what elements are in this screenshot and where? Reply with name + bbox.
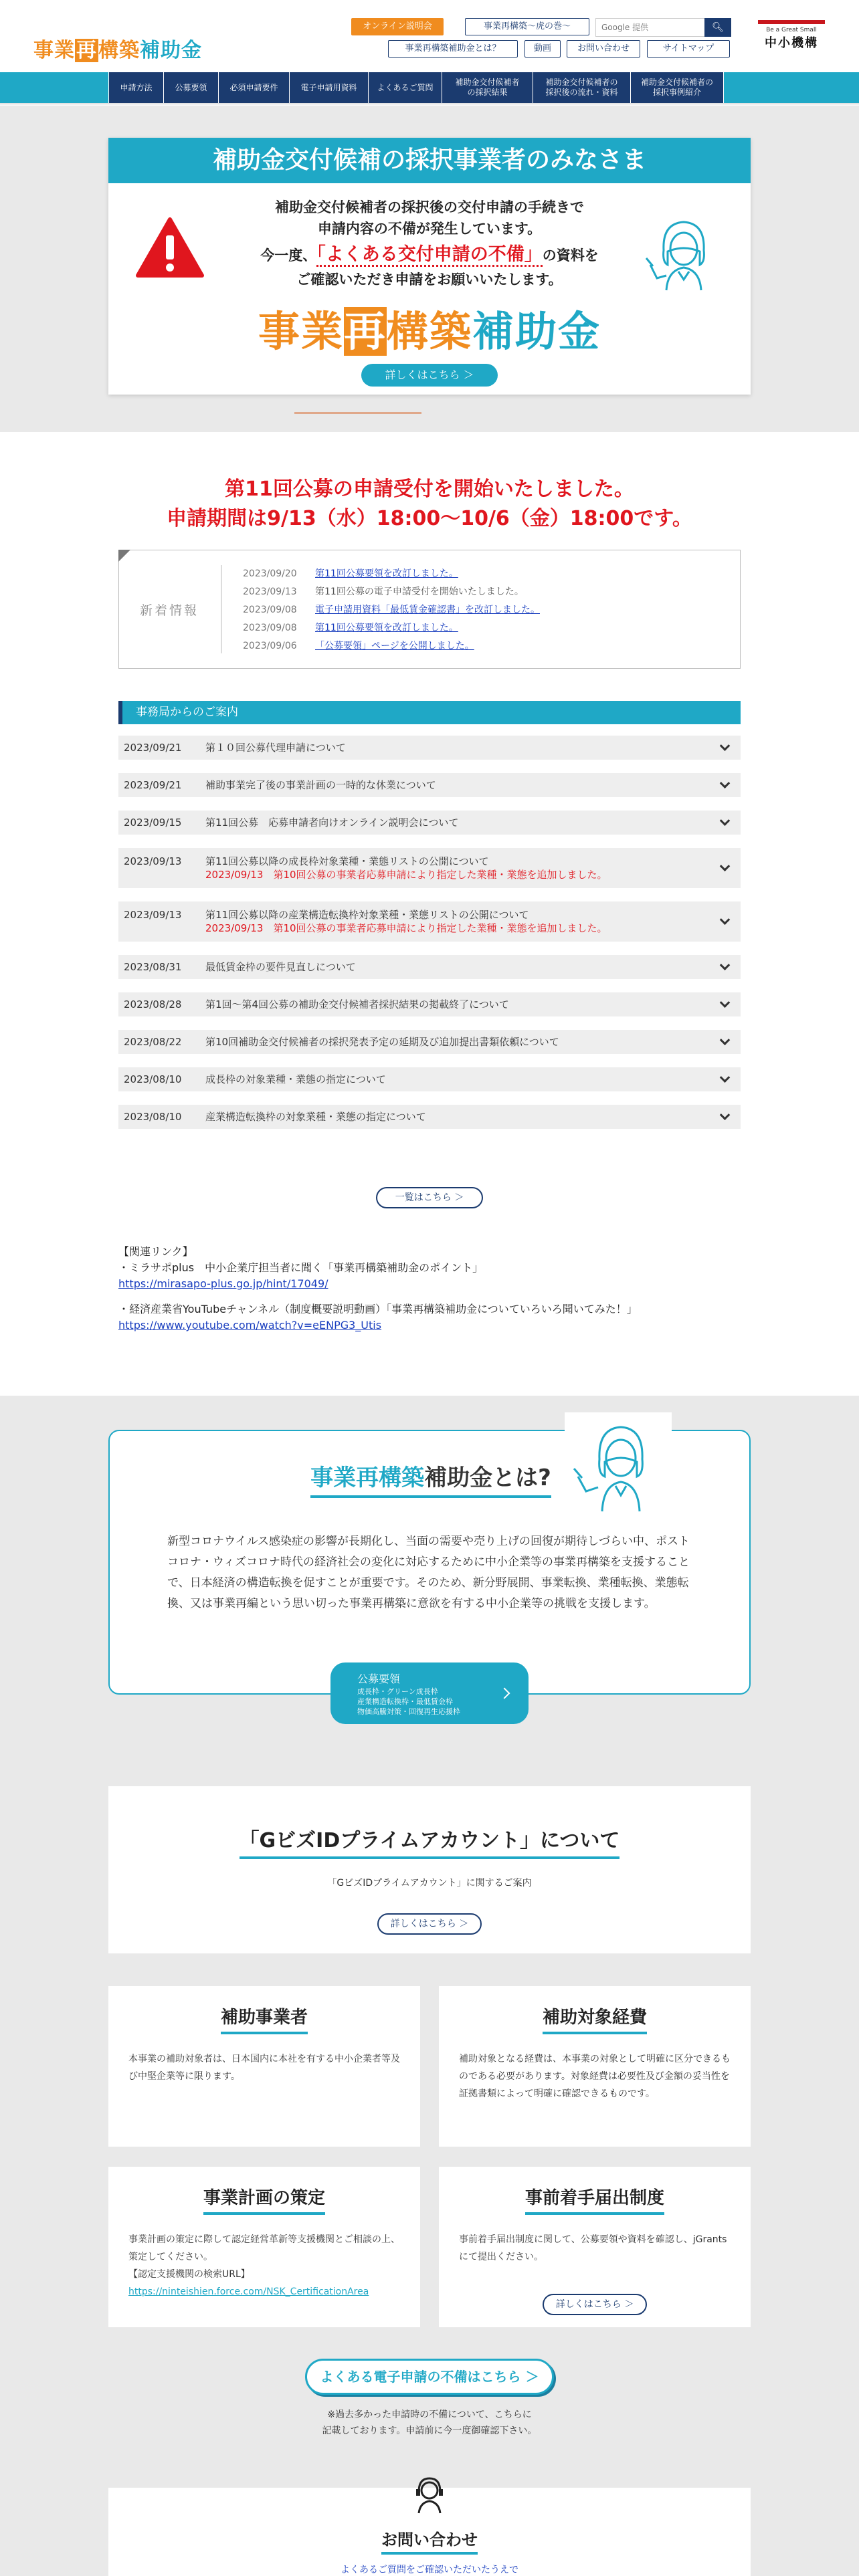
contact-subtitle[interactable]: よくあるご質問をご確認いただいたうえで bbox=[341, 2565, 518, 2575]
logo-text: 事業 bbox=[258, 307, 344, 356]
nav-item-after-selection[interactable]: 補助金交付候補者の 採択後の流れ・資料 bbox=[533, 72, 630, 103]
chevron-down-icon bbox=[720, 1109, 731, 1120]
nav-item-faq[interactable]: よくあるご質問 bbox=[368, 72, 442, 103]
card-title bbox=[439, 2004, 751, 2028]
accordion-item[interactable] bbox=[118, 736, 741, 760]
card-subsidy-recipients bbox=[108, 1986, 420, 2147]
card-business-plan bbox=[108, 2167, 420, 2327]
notice-date: 2023/09/13 bbox=[124, 909, 182, 921]
title-text: お問い合わせ bbox=[381, 2531, 478, 2555]
notice-date: 2023/08/28 bbox=[124, 998, 182, 1010]
notice-title: 産業構造転換枠の対象業種・業態の指定について bbox=[205, 1111, 426, 1123]
org-tagline: Be a Great Small bbox=[766, 27, 817, 33]
gbiz-details-button[interactable]: 詳しくはこちら ＞ bbox=[377, 1913, 482, 1935]
notice-title: 第11回公募以降の成長枠対象業種・業態リストの公開について bbox=[205, 855, 489, 867]
smrj-logo[interactable] bbox=[758, 20, 825, 60]
notice-date: 2023/09/15 bbox=[124, 817, 182, 829]
nav-item-documents[interactable]: 電子申請用資料 bbox=[289, 72, 368, 103]
contact-panel bbox=[108, 2488, 751, 2576]
card-text bbox=[128, 2231, 400, 2300]
gbiz-panel bbox=[108, 1786, 751, 1953]
spacer bbox=[118, 1292, 741, 1301]
logo-text: 補助金 bbox=[140, 39, 202, 62]
title-text: 補助事業者 bbox=[221, 2008, 308, 2034]
news-date: 2023/09/08 bbox=[243, 605, 297, 615]
button-title: 公募要領 bbox=[357, 1673, 401, 1685]
news-item bbox=[243, 637, 725, 655]
accordion-item[interactable] bbox=[118, 848, 741, 888]
card-text: 本事業の補助対象者は、日本国内に本社を有する中小企業者等及び中堅企業等に限ります。 bbox=[128, 2054, 400, 2082]
notice-title: 最低賃金枠の要件見直しについて bbox=[205, 961, 356, 973]
card-title bbox=[108, 2184, 420, 2209]
accordion-item[interactable] bbox=[118, 1030, 741, 1054]
video-link[interactable]: 動画 bbox=[524, 40, 561, 58]
news-item bbox=[243, 601, 725, 619]
notice-title: 第10回補助金交付候補者の採択発表予定の延期及び追加提出書類依頼について bbox=[205, 1036, 559, 1048]
related-links bbox=[118, 1244, 741, 1333]
notice-date: 2023/08/31 bbox=[124, 961, 182, 973]
card-text: 事前着手届出制度に関して、公募要領や資料を確認し、jGrantsにて提出ください。 bbox=[459, 2234, 727, 2262]
chevron-down-icon bbox=[720, 1035, 731, 1045]
card-title bbox=[108, 2004, 420, 2028]
button-sub-line: 成長枠・グリーン成長枠 bbox=[357, 1687, 438, 1696]
news-link[interactable]: 電子申請用資料「最低賃金確認書」を改訂しました。 bbox=[315, 605, 540, 615]
notice-update: 2023/09/13 第10回公募の事業者応募申請により指定した業種・業態を追加しました。 bbox=[205, 869, 607, 881]
office-heading: 事務局からのご案内 bbox=[118, 701, 741, 724]
view-list-button[interactable]: 一覧はこちら ＞ bbox=[376, 1187, 483, 1208]
title-part: 事業再構築 bbox=[310, 1465, 425, 1491]
logo-text: 補助金 bbox=[472, 307, 601, 356]
title-part: 補助金とは? bbox=[424, 1465, 551, 1491]
gbiz-description: 「GビズIDプライムアカウント」に関するご案内 bbox=[327, 1878, 532, 1889]
logo-text: 再 bbox=[343, 307, 387, 356]
card-eligible-expenses bbox=[439, 1986, 751, 2147]
logo-text: 構築 bbox=[98, 39, 140, 62]
logo-bar bbox=[758, 20, 825, 24]
notice-date: 2023/09/21 bbox=[124, 779, 182, 791]
banner-details-button[interactable]: 詳しくはこちら ＞ bbox=[361, 364, 498, 387]
notice-date: 2023/08/22 bbox=[124, 1036, 182, 1048]
news-box bbox=[118, 550, 741, 669]
hero-banner[interactable] bbox=[108, 138, 751, 395]
notice-date: 2023/09/21 bbox=[124, 742, 182, 754]
news-link[interactable]: 第11回公募要領を改訂しました。 bbox=[315, 623, 458, 633]
site-logo[interactable] bbox=[33, 33, 202, 63]
related-text: ・ミラサポplus 中小企業庁担当者に聞く「事業再構築補助金のポイント」 bbox=[118, 1261, 484, 1274]
news-item bbox=[243, 619, 725, 637]
card-text: 補助対象となる経費は、本事業の対象として明確に区分できるものである必要があります。対象経費は必要性及び金額の妥当性を証拠書類によって明確に確認できるものです。 bbox=[459, 2054, 731, 2099]
accordion-item[interactable] bbox=[118, 811, 741, 835]
faq-note: ※過去多かった申請時の不備について、こちらに bbox=[327, 2409, 532, 2420]
notice-title: 第１０回公募代理申請について bbox=[205, 742, 346, 754]
contact-title bbox=[108, 2527, 751, 2550]
banner-text bbox=[209, 239, 650, 265]
banner-section bbox=[0, 106, 859, 432]
related-url[interactable]: https://mirasapo-plus.go.jp/hint/17049/ bbox=[118, 1277, 328, 1290]
news-date: 2023/09/06 bbox=[243, 641, 297, 651]
notice-title: 成長枠の対象業種・業態の指定について bbox=[205, 1073, 386, 1085]
announcement-line: 第11回公募の申請受付を開始いたしました。 bbox=[225, 477, 634, 501]
card-advance-start bbox=[439, 2167, 751, 2327]
news-date: 2023/09/13 bbox=[243, 586, 297, 597]
accordion-item[interactable] bbox=[118, 1067, 741, 1091]
about-panel bbox=[108, 1430, 751, 1695]
banner-text-part: の資料を bbox=[542, 247, 599, 263]
warning-icon bbox=[135, 217, 205, 278]
news-link[interactable]: 「公募要領」ページを公開しました。 bbox=[315, 641, 474, 651]
accordion-item[interactable] bbox=[118, 955, 741, 979]
notice-title: 補助事業完了後の事業計画の一時的な休業について bbox=[205, 779, 436, 791]
sitemap-link[interactable]: サイトマップ bbox=[647, 40, 730, 58]
button-sub-line: 物価高騰対策・回復再生応援枠 bbox=[357, 1707, 460, 1716]
chevron-down-icon bbox=[720, 740, 731, 751]
title-text: 補助対象経費 bbox=[543, 2008, 647, 2034]
banner-text: 申請内容の不備が発生しています。 bbox=[317, 221, 542, 237]
tora-no-maki-link[interactable]: 事業再構築〜虎の巻〜 bbox=[465, 18, 589, 35]
news-list bbox=[243, 565, 725, 655]
related-heading: 【関連リンク】 bbox=[118, 1245, 193, 1258]
banner-text-part: 今一度、 bbox=[260, 247, 317, 263]
notice-title: 第11回公募 応募申請者向けオンライン説明会について bbox=[205, 817, 459, 829]
headset-icon bbox=[409, 2474, 450, 2514]
nav-item-requirements[interactable]: 必須申請要件 bbox=[218, 72, 289, 103]
accordion-item[interactable] bbox=[118, 1105, 741, 1129]
chevron-down-icon bbox=[720, 815, 731, 826]
notice-date: 2023/08/10 bbox=[124, 1111, 182, 1123]
news-item bbox=[243, 565, 725, 583]
card-text-line: 事業計画の策定に際して認定経営革新等支援機関とご相談の上、策定してください。 bbox=[128, 2234, 400, 2262]
accordion-item[interactable] bbox=[118, 992, 741, 1016]
nav-item-guidelines[interactable]: 公募要領 bbox=[163, 72, 218, 103]
contact-link[interactable]: お問い合わせ bbox=[567, 40, 640, 58]
search-button[interactable] bbox=[704, 18, 731, 37]
card-title bbox=[439, 2184, 751, 2209]
chevron-down-icon bbox=[720, 1072, 731, 1083]
accordion-item[interactable] bbox=[118, 901, 741, 942]
nav-item-results[interactable]: 補助金交付候補者 の採択結果 bbox=[442, 72, 533, 103]
online-briefing-button[interactable]: オンライン説明会 bbox=[351, 18, 444, 35]
notice-title: 第1回〜第4回公募の補助金交付候補者採択結果の掲載終了について bbox=[205, 998, 509, 1010]
carousel-indicator[interactable] bbox=[294, 412, 421, 414]
chevron-down-icon bbox=[720, 960, 731, 970]
banner-text: 補助金交付候補者の採択後の交付申請の手続きで bbox=[275, 199, 584, 215]
related-text: ・経済産業省YouTubeチャンネル（制度概要説明動画）「事業再構築補助金についていろいろ聞いてみた！」 bbox=[118, 1303, 638, 1315]
accordion-item[interactable] bbox=[118, 773, 741, 797]
news-date: 2023/09/08 bbox=[243, 623, 297, 633]
faq-errors-button[interactable]: よくある電子申請の不備はこちら ＞ bbox=[305, 2359, 554, 2395]
notice-update: 2023/09/13 第10回公募の事業者応募申請により指定した業種・業態を追加しました。 bbox=[205, 922, 607, 934]
chevron-down-icon bbox=[720, 861, 731, 871]
notice-date: 2023/08/10 bbox=[124, 1073, 182, 1085]
chevron-down-icon bbox=[720, 997, 731, 1008]
nav-item-cases[interactable]: 補助金交付候補者の 採択事例紹介 bbox=[630, 72, 724, 103]
nav-item-application[interactable]: 申請方法 bbox=[108, 72, 163, 103]
title-text: 事業計画の策定 bbox=[203, 2188, 325, 2215]
news-text: 第11回公募の電子申請受付を開始いたしました。 bbox=[315, 586, 524, 597]
chevron-down-icon bbox=[720, 914, 731, 925]
logo-text: 再 bbox=[76, 39, 97, 62]
title-text: 事前着手届出制度 bbox=[525, 2188, 664, 2215]
chevron-down-icon bbox=[720, 778, 731, 788]
guide-woman-icon bbox=[644, 211, 731, 292]
title-text: 「GビズIDプライムアカウント」について bbox=[240, 1829, 620, 1859]
news-label: 新着情報 bbox=[139, 603, 199, 618]
search-box bbox=[595, 18, 729, 37]
button-sub-line: 産業構造転換枠・最低賃金枠 bbox=[357, 1697, 453, 1706]
search-input[interactable] bbox=[596, 19, 703, 36]
news-link[interactable]: 第11回公募要領を改訂しました。 bbox=[315, 568, 458, 579]
search-icon: 🔍︎ bbox=[712, 22, 724, 33]
guidelines-button[interactable] bbox=[330, 1662, 529, 1724]
faq-note: 記載しております。申請前に今一度御確認下さい。 bbox=[322, 2426, 537, 2436]
divider bbox=[221, 565, 222, 653]
card-text-line: 【認定支援機関の検索URL】 bbox=[128, 2269, 250, 2280]
main-nav bbox=[0, 72, 859, 103]
banner-highlight: 「よくある交付申請の不備」 bbox=[316, 244, 543, 267]
gbiz-title bbox=[108, 1824, 751, 1853]
chevron-right-icon bbox=[499, 1688, 510, 1699]
announcement-line: 申請期間は9/13（水）18:00〜10/6（金）18:00です。 bbox=[167, 507, 692, 530]
banner-heading: 補助金交付候補の採択事業者のみなさま bbox=[108, 138, 751, 183]
notice-date: 2023/09/13 bbox=[124, 855, 182, 867]
org-name: 中小機構 bbox=[765, 36, 818, 50]
guide-woman-icon bbox=[565, 1412, 672, 1513]
logo-text: 事業 bbox=[33, 39, 75, 62]
about-description: 新型コロナウイルス感染症の影響が長期化し、当面の需要や売り上げの回復が期待しづらい中、ポストコロナ・ウィズコロナ時代の経済社会の変化に対応するために中小企業等の事業再構築を支援することで、日本経済の構造転換を促すことが重要です。そのため、新分野展開、事業転換、業種転換、業態転換、又は事業再編という思い切った事業再構築に意欲を有する中小企業等の挑戦を支援します。 bbox=[167, 1535, 690, 1610]
about-link[interactable]: 事業再構築補助金とは？ bbox=[388, 40, 518, 58]
advance-start-details-button[interactable]: 詳しくはこちら ＞ bbox=[543, 2294, 647, 2315]
site-header bbox=[0, 0, 859, 72]
button-subtitle bbox=[357, 1687, 460, 1717]
related-url[interactable]: https://www.youtube.com/watch?v=eENPG3_Utis bbox=[118, 1319, 382, 1331]
office-notice-list bbox=[118, 736, 741, 1142]
certification-search-link[interactable]: https://ninteishien.force.com/NSK_CertificationArea bbox=[128, 2286, 369, 2297]
banner-logo bbox=[108, 298, 751, 358]
notice-title: 第11回公募以降の産業構造転換枠対象業種・業態リストの公開について bbox=[205, 909, 529, 921]
banner-text: ご確認いただき申請をお願いいたします。 bbox=[296, 272, 563, 288]
news-date: 2023/09/20 bbox=[243, 568, 297, 579]
news-item bbox=[243, 583, 725, 601]
logo-text: 構築 bbox=[387, 307, 473, 356]
